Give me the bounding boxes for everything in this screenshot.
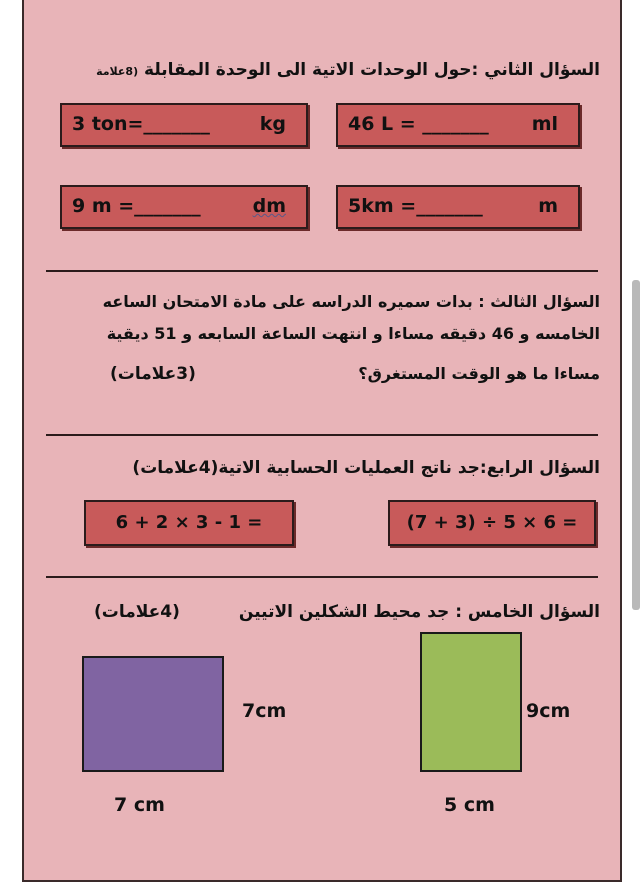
- convert-litre-expr: 46 L = _______: [348, 113, 489, 135]
- convert-box-km: [336, 185, 580, 229]
- worksheet-page: [22, 0, 622, 882]
- rectangle-side-label: 9cm: [526, 700, 571, 722]
- q3-line-1: السؤال الثالث : بدات سميره الدراسه على مادة الامتحان الساعه: [102, 292, 600, 311]
- q2-marks: (8علامة: [96, 65, 139, 78]
- purple-square: [82, 656, 224, 772]
- operation-box-right: [388, 500, 596, 546]
- q3-line-3: مساءا ما هو الوقت المستغرق؟: [358, 364, 600, 383]
- convert-ton-unit: kg: [259, 113, 286, 135]
- convert-litre-unit: ml: [531, 113, 558, 135]
- convert-box-metre: [60, 185, 308, 229]
- q5-title-row: [60, 600, 600, 624]
- divider-2: [46, 434, 598, 436]
- operation-right-expr: (7 + 3) ÷ 5 × 6 =: [406, 512, 578, 533]
- scrollbar[interactable]: [632, 280, 640, 610]
- convert-km-unit: m: [538, 195, 558, 217]
- divider-3: [46, 576, 598, 578]
- q2-title-text: السؤال الثاني :حول الوحدات الاتية الى الوحدة المقابلة: [144, 60, 600, 80]
- q5-marks: (4علامات): [94, 602, 180, 622]
- q5-title: السؤال الخامس : جد محيط الشكلين الاتيين: [238, 602, 600, 622]
- convert-box-ton: [60, 103, 308, 147]
- rectangle-bottom-label: 5 cm: [444, 794, 495, 816]
- q3-text: [70, 286, 600, 350]
- q2-title: [60, 58, 600, 84]
- q3-line-2: الخامسه و 46 دقيقه مساءا و انتهت الساعة السابعه و 51 ديقية: [106, 324, 600, 343]
- q3-marks: (3علامات): [110, 364, 196, 384]
- q3-line-3-row: [70, 358, 600, 390]
- convert-metre-expr: 9 m =_______: [72, 195, 201, 217]
- square-side-label: 7cm: [242, 700, 287, 722]
- green-rectangle: [420, 632, 522, 772]
- q4-title: السؤال الرابع:جد ناتج العمليات الحسابية الاتية(4علامات): [132, 458, 600, 478]
- square-bottom-label: 7 cm: [114, 794, 165, 816]
- operation-box-left: [84, 500, 294, 546]
- convert-metre-unit: dm: [252, 195, 286, 217]
- convert-km-expr: 5km =_______: [348, 195, 483, 217]
- divider-1: [46, 270, 598, 272]
- convert-ton-expr: 3 ton=_______: [72, 113, 210, 135]
- convert-box-litre: [336, 103, 580, 147]
- operation-left-expr: 6 + 2 × 3 - 1 =: [115, 512, 263, 533]
